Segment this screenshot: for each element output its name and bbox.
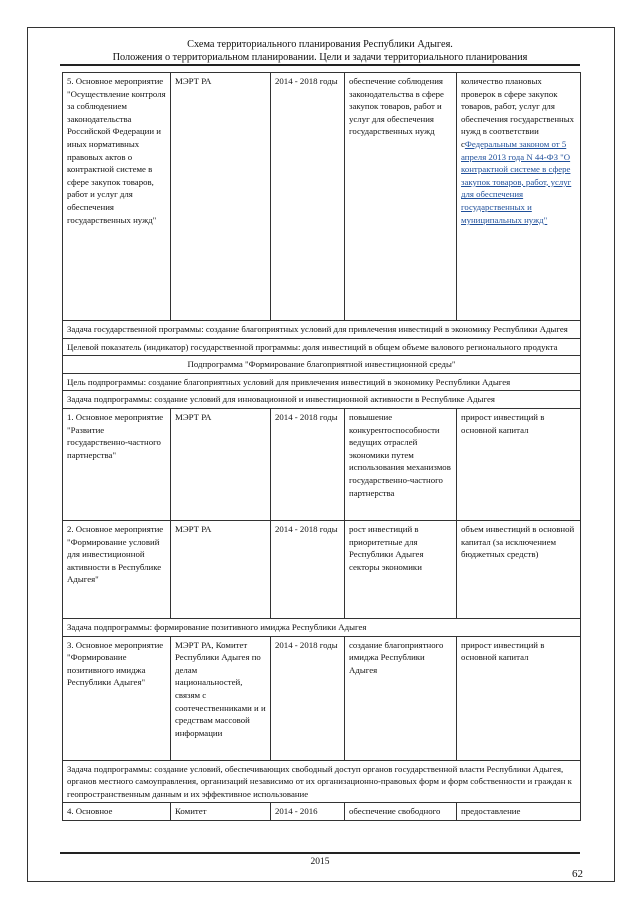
activity-cell: 5. Основное мероприятие "Осуществление контроля за соблюдением законодательства Российской Федерации и иных нормативных правовых актов о контрактной системе в сфере закупок товаров, работ и услуг для обеспечения государственных нужд" bbox=[63, 73, 171, 321]
result-cell: обеспечение свободного bbox=[345, 803, 457, 821]
table-row bbox=[63, 520, 581, 618]
table-row bbox=[63, 321, 581, 339]
indicator-text: количество плановых проверок в сфере закупок товаров, работ, услуг для обеспечения государственных нужд в соответствии с bbox=[461, 76, 575, 149]
indicator-cell: объем инвестиций в основной капитал (за исключением бюджетных средств) bbox=[457, 520, 581, 618]
table-row bbox=[63, 618, 581, 636]
subprogram-task-row: Задача подпрограммы: создание условий, обеспечивающих свободный доступ органов государственной власти Республики Адыгея, органов местного самоуправления, организаций независимо от их организационно-правовых форм и форм собственности и граждан к геопространственным данным и их эффективное использование bbox=[63, 760, 581, 803]
activity-cell: 2. Основное мероприятие "Формирование условий для инвестиционной активности в Республике Адыгея" bbox=[63, 520, 171, 618]
result-cell: создание благоприятного имиджа Республики Адыгея bbox=[345, 636, 457, 760]
result-cell: обеспечение соблюдения законодательства в сфере закупок товаров, работ и услуг для обеспечения государственных нужд bbox=[345, 73, 457, 321]
activity-cell: 4. Основное bbox=[63, 803, 171, 821]
executor-cell: МЭРТ РА bbox=[171, 73, 271, 321]
table-row bbox=[63, 356, 581, 374]
indicator-cell bbox=[457, 73, 581, 321]
result-cell: рост инвестиций в приоритетные для Республики Адыгея секторы экономики bbox=[345, 520, 457, 618]
table-row bbox=[63, 760, 581, 803]
federal-law-link[interactable]: Федеральным законом от 5 апреля 2013 года N 44-ФЗ "О контрактной системе в сфере закупок товаров, работ, услуг для обеспечения государственных и муниципальных нужд" bbox=[461, 138, 572, 225]
activity-cell: 3. Основное мероприятие "Формирование позитивного имиджа Республики Адыгея" bbox=[63, 636, 171, 760]
page-number: 62 bbox=[572, 868, 583, 880]
header-line-2: Положения о территориальном планировании. Цели и задачи территориального планирования bbox=[112, 52, 528, 63]
subprogram-goal-row: Цель подпрограммы: создание благоприятных условий для привлечения инвестиций в экономику Республики Адыгея bbox=[63, 373, 581, 391]
indicator-cell: прирост инвестиций в основной капитал bbox=[457, 408, 581, 520]
footer-divider bbox=[60, 852, 580, 854]
program-table bbox=[62, 72, 581, 821]
table-row bbox=[63, 73, 581, 321]
period-cell: 2014 - 2016 bbox=[271, 803, 345, 821]
executor-cell: МЭРТ РА, Комитет Республики Адыгея по делам национальностей, связям с соотечественниками и и средствам массовой информации bbox=[171, 636, 271, 760]
footer-year: 2015 bbox=[310, 857, 330, 867]
page-header bbox=[60, 38, 580, 64]
header-divider bbox=[60, 64, 580, 66]
table-row bbox=[63, 803, 581, 821]
subprogram-task-row: Задача подпрограммы: формирование позитивного имиджа Республики Адыгея bbox=[63, 618, 581, 636]
period-cell: 2014 - 2018 годы bbox=[271, 408, 345, 520]
gp-indicator-row: Целевой показатель (индикатор) государственной программы: доля инвестиций в общем объеме валового регионального продукта bbox=[63, 338, 581, 356]
gp-task-row: Задача государственной программы: создание благоприятных условий для привлечения инвестиций в экономику Республики Адыгея bbox=[63, 321, 581, 339]
subprogram-task-row: Задача подпрограммы: создание условий для инновационной и инвестиционной активности в Республике Адыгея bbox=[63, 391, 581, 409]
activity-cell: 1. Основное мероприятие "Развитие государственно-частного партнерства" bbox=[63, 408, 171, 520]
subprogram-title-row: Подпрограмма "Формирование благоприятной инвестиционной среды" bbox=[63, 356, 581, 374]
period-cell: 2014 - 2018 годы bbox=[271, 636, 345, 760]
table-row bbox=[63, 391, 581, 409]
period-cell: 2014 - 2018 годы bbox=[271, 520, 345, 618]
table-row bbox=[63, 373, 581, 391]
executor-cell: МЭРТ РА bbox=[171, 520, 271, 618]
executor-cell: Комитет bbox=[171, 803, 271, 821]
table-row bbox=[63, 338, 581, 356]
indicator-cell: предоставление bbox=[457, 803, 581, 821]
period-cell: 2014 - 2018 годы bbox=[271, 73, 345, 321]
table-row bbox=[63, 408, 581, 520]
header-line-1: Схема территориального планирования Республики Адыгея. bbox=[187, 39, 453, 50]
executor-cell: МЭРТ РА bbox=[171, 408, 271, 520]
table-row bbox=[63, 636, 581, 760]
indicator-cell: прирост инвестиций в основной капитал bbox=[457, 636, 581, 760]
result-cell: повышение конкурентоспособности ведущих отраслей экономики путем использования механизмов государственно-частного партнерства bbox=[345, 408, 457, 520]
